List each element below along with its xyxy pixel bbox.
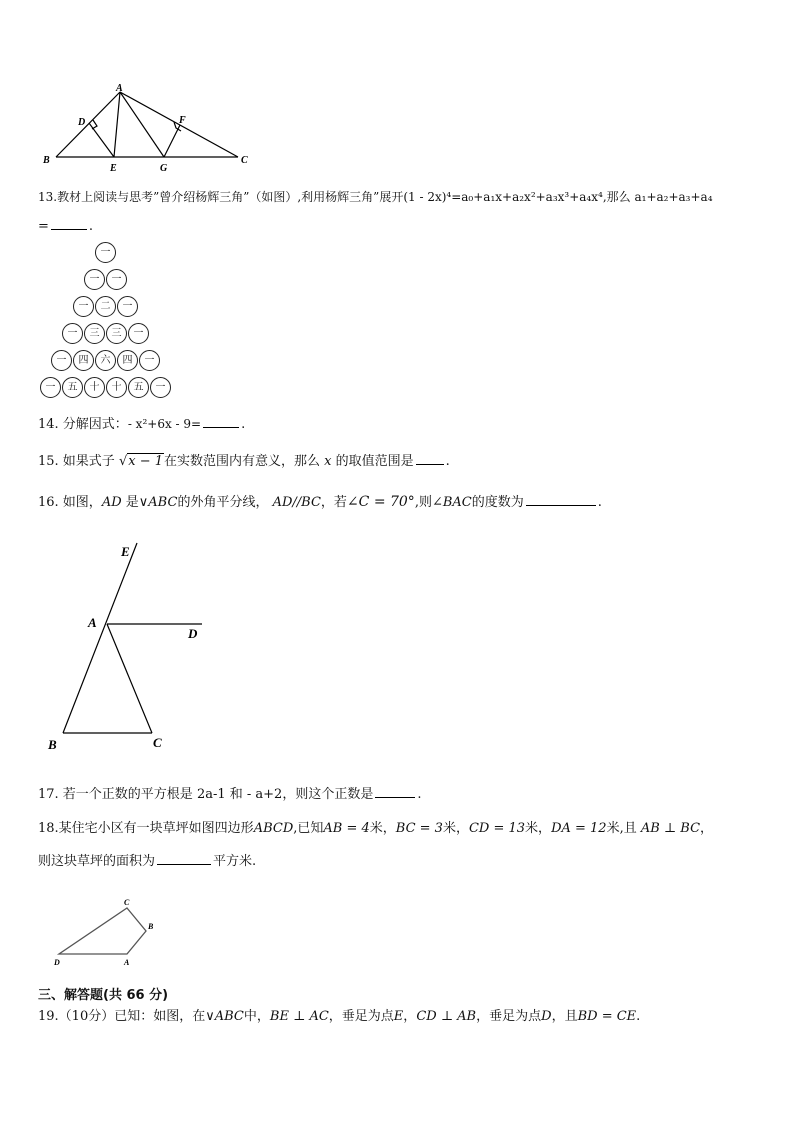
period: . xyxy=(636,1009,641,1024)
segment-ae xyxy=(114,92,120,157)
pascal-cell: 一 xyxy=(117,296,138,317)
question-13-line2 xyxy=(38,217,93,236)
unit: 米， xyxy=(525,821,552,836)
question-text: ，垂足为点 xyxy=(328,1009,394,1024)
pascal-cell: 四 xyxy=(117,350,138,371)
question-text: .某住宅小区有一块草坪如图四边形 xyxy=(54,821,254,836)
question-text: 是 xyxy=(125,495,139,510)
question-16 xyxy=(38,493,602,512)
question-text: 中， xyxy=(243,1009,270,1024)
label-f: F xyxy=(179,115,186,126)
question-19 xyxy=(38,1008,640,1026)
math-abcd: ABCD xyxy=(253,821,294,836)
math-ad: AD xyxy=(101,495,122,510)
figure-q18-quadrilateral xyxy=(50,895,165,970)
question-text: 的取值范围是 xyxy=(335,454,414,469)
question-number: 13 xyxy=(38,190,54,204)
math-cd: CD = 13 xyxy=(468,821,526,836)
label-c: C xyxy=(241,155,248,166)
label-b: B xyxy=(48,737,57,752)
figure-q12-triangle xyxy=(38,80,263,175)
label-g: G xyxy=(160,163,168,174)
pascal-cell: 一 xyxy=(73,296,94,317)
pascal-cell: 一 xyxy=(150,377,171,398)
math-equality: BD = CE xyxy=(577,1009,637,1024)
pascal-cell: 十 xyxy=(84,377,105,398)
question-text: . 如果式子 xyxy=(54,454,115,469)
label-a: A xyxy=(124,958,130,967)
pascal-cell: 二 xyxy=(95,296,116,317)
unit: 米,且 xyxy=(606,821,637,836)
question-number: 14 xyxy=(38,417,55,432)
quadrilateral-abcd xyxy=(59,908,146,954)
answer-blank[interactable] xyxy=(203,415,239,428)
answer-blank[interactable] xyxy=(526,493,596,506)
question-number: 16 xyxy=(38,495,55,510)
point-e: E xyxy=(393,1009,404,1024)
question-text: . 分解因式： xyxy=(54,417,128,432)
question-number: 19 xyxy=(38,1009,55,1024)
label-e: E xyxy=(121,544,130,559)
question-text: 的外角平分线， xyxy=(177,495,269,510)
pascal-cell: 五 xyxy=(62,377,83,398)
math-angle-bac: ∠BAC xyxy=(431,495,472,510)
pascal-cell: 四 xyxy=(73,350,94,371)
pascal-cell: 十 xyxy=(106,377,127,398)
unit: 米， xyxy=(442,821,469,836)
pascal-cell: 三 xyxy=(106,323,127,344)
label-d: D xyxy=(78,117,86,128)
pascal-cell: 一 xyxy=(95,242,116,263)
label-a: A xyxy=(88,615,97,630)
math-cd-perp: CD ⊥ AB xyxy=(416,1009,477,1024)
section-heading: 三、解答题(共 66 分) xyxy=(38,988,169,1003)
pascal-cell: 一 xyxy=(40,377,61,398)
label-b: B xyxy=(148,922,154,931)
pascal-cell: 一 xyxy=(106,269,127,290)
question-13 xyxy=(38,188,713,206)
pascal-cell: 六 xyxy=(95,350,116,371)
question-text: ，若 xyxy=(320,495,347,510)
question-text: 在实数范围内有意义，那么 xyxy=(164,454,321,469)
pascal-cell: 一 xyxy=(84,269,105,290)
math-expression: - x²+6x - 9= xyxy=(127,417,202,431)
pascal-cell: 一 xyxy=(128,323,149,344)
question-text: ,已知 xyxy=(293,821,324,836)
math-triangle: ∨ABC xyxy=(138,495,178,510)
segment-ab xyxy=(56,92,120,157)
answer-blank[interactable] xyxy=(51,217,87,230)
figure-q16-triangle xyxy=(38,540,218,755)
pascal-cell: 五 xyxy=(128,377,149,398)
math-angle-c: ∠C = 70° xyxy=(346,494,415,510)
period: . xyxy=(88,219,94,234)
segment-ac xyxy=(107,624,152,733)
pascal-cell: 一 xyxy=(51,350,72,371)
unit: 米， xyxy=(369,821,396,836)
punct: ， xyxy=(403,1009,417,1024)
question-number: 15 xyxy=(38,454,55,469)
sqrt-symbol: √ xyxy=(118,454,128,469)
period: . xyxy=(417,787,422,802)
math-expression: a₁+a₂+a₃+a₄ xyxy=(634,190,713,204)
question-17 xyxy=(38,785,421,804)
ray-ae xyxy=(63,543,137,733)
label-c: C xyxy=(124,898,130,907)
pascal-cell: 一 xyxy=(62,323,83,344)
question-text: 平方米. xyxy=(213,854,257,869)
variable: x xyxy=(324,454,332,469)
question-text: 的度数为 xyxy=(471,495,524,510)
punct: ， xyxy=(700,821,714,836)
math-perp: AB ⊥ BC xyxy=(640,821,701,836)
label-a: A xyxy=(116,83,123,94)
period: . xyxy=(597,495,602,510)
label-e: E xyxy=(110,163,117,174)
period: . xyxy=(241,417,246,432)
question-15 xyxy=(38,452,450,471)
question-text: ,则 xyxy=(414,495,432,510)
segment-fg xyxy=(164,125,180,157)
radicand: x − 1 xyxy=(128,454,164,469)
math-expression: (1 - 2x)⁴=a₀+a₁x+a₂x²+a₃x³+a₄x⁴ xyxy=(403,190,603,204)
question-18 xyxy=(38,820,713,838)
question-number: 17 xyxy=(38,787,55,802)
question-text: 则这块草坪的面积为 xyxy=(38,854,156,869)
question-text: ，且 xyxy=(551,1009,578,1024)
question-text: ,那么 xyxy=(602,190,631,204)
question-text: ，垂足为点 xyxy=(476,1009,542,1024)
question-number: 18 xyxy=(38,821,55,836)
answer-blank[interactable] xyxy=(416,452,444,465)
label-d: D xyxy=(188,626,198,641)
question-text: .（10分）已知：如图，在 xyxy=(54,1009,206,1024)
question-text: . 如图， xyxy=(54,495,102,510)
answer-blank[interactable] xyxy=(157,852,211,865)
question-14 xyxy=(38,415,245,434)
sqrt-expression xyxy=(119,453,164,471)
question-text: . 若一个正数的平方根是 2a-1 和 - a+2，则这个正数是 xyxy=(54,787,374,802)
label-b: B xyxy=(43,155,50,166)
math-da: DA = 12 xyxy=(551,821,607,836)
pascal-triangle-figure xyxy=(38,240,178,405)
answer-blank[interactable] xyxy=(375,785,415,798)
pascal-cell: 三 xyxy=(84,323,105,344)
math-bc: BC = 3 xyxy=(395,821,443,836)
equals-sign: = xyxy=(38,219,49,234)
segment-ag xyxy=(120,92,164,157)
label-d: D xyxy=(54,958,60,967)
question-18-line2 xyxy=(38,852,256,871)
math-be-perp: BE ⊥ AC xyxy=(269,1009,329,1024)
question-text: .教材上阅读与思考”曾介绍杨辉三角”（如图）,利用杨辉三角”展开 xyxy=(53,190,404,204)
math-triangle: ∨ABC xyxy=(205,1009,244,1024)
math-parallel: AD//BC xyxy=(272,495,321,510)
math-ab: AB = 4 xyxy=(323,821,370,836)
period: . xyxy=(445,454,450,469)
point-d: D xyxy=(541,1009,552,1024)
pascal-cell: 一 xyxy=(139,350,160,371)
label-c: C xyxy=(153,735,162,750)
